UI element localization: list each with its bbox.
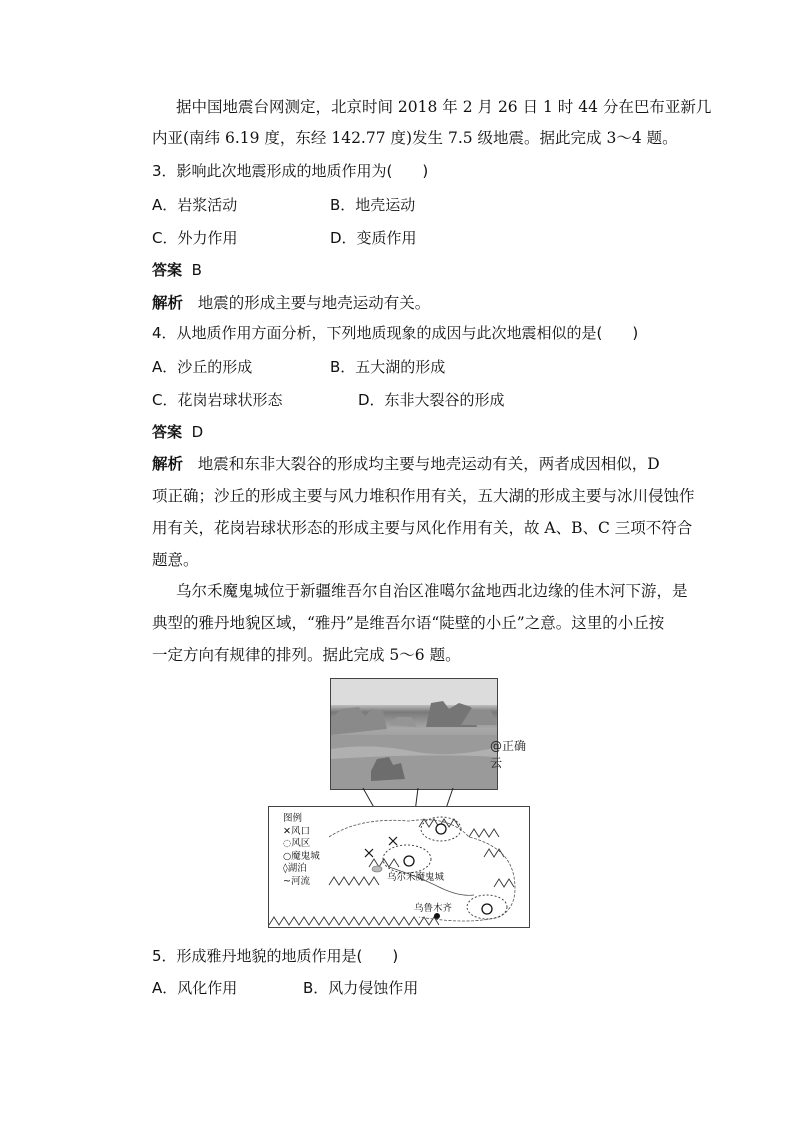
q3-analysis-text: 地震的形成主要与地壳运动有关。 (197, 294, 431, 312)
passage1-line1: 据中国地震台网测定，北京时间 2018 年 2 月 26 日 1 时 44 分在巴布亚新几 (176, 98, 712, 116)
devil-city-icon: ○ (283, 850, 292, 862)
q4-analysis-line3: 用有关，花岗岩球状形态的形成主要与风化作用有关，故 A、B、C 三项不符合 (152, 519, 693, 537)
map-panel (268, 806, 530, 928)
q4-option-a: A．沙丘的形成 (152, 358, 253, 376)
q4-answer-value: D (191, 423, 204, 441)
yardang-figure (268, 678, 528, 928)
passage1-line2: 内亚(南纬 6.19 度，东经 142.77 度)发生 7.5 级地震。据此完成 3～4 题。 (152, 129, 678, 147)
q3-answer-value: B (191, 261, 202, 279)
legend-title: 图例 (283, 813, 303, 824)
legend-item-devil-city: ○魔鬼城 (283, 850, 320, 862)
map-legend (283, 813, 320, 888)
q4-analysis-line1 (152, 454, 660, 474)
q4-answer-row (152, 422, 203, 442)
q3-answer-label: 答案 (152, 261, 183, 279)
q4-analysis-line4: 题意。 (152, 551, 199, 569)
label-urumqi: 乌鲁木齐 (414, 903, 453, 914)
label-devil-city: 乌尔禾魔鬼城 (387, 872, 445, 883)
river-icon: ~ (283, 875, 291, 887)
passage2-line3: 一定方向有规律的排列。据此完成 5～6 题。 (152, 646, 461, 664)
q4-option-c: C．花岗岩球状形态 (152, 391, 283, 409)
q5-option-b: B．风力侵蚀作用 (303, 979, 419, 997)
q3-option-a: A．岩浆活动 (152, 196, 238, 214)
q3-option-d: D．变质作用 (330, 229, 417, 247)
q4-analysis-label: 解析 (152, 455, 184, 473)
q5-stem: 5．形成雅丹地貌的地质作用是( ) (152, 947, 399, 965)
legend-item-wind-zone: ◌风区 (283, 838, 311, 849)
q4-option-d: D．东非大裂谷的形成 (358, 391, 505, 409)
passage2-line1: 乌尔禾魔鬼城位于新疆维吾尔自治区准噶尔盆地西北边缘的佳木河下游，是 (176, 582, 688, 600)
legend-item-wind-gap: ✕风口 (283, 825, 310, 837)
q4-analysis-line2: 项正确；沙丘的形成主要与风力堆积作用有关，五大湖的形成主要与冰川侵蚀作 (152, 487, 695, 505)
wind-gap-icon: ✕ (283, 825, 291, 837)
legend-item-lake: ◊湖泊 (283, 863, 307, 874)
q4-option-b: B．五大湖的形成 (330, 358, 446, 376)
q3-analysis-row (152, 293, 430, 313)
q5-option-a: A．风化作用 (152, 979, 238, 997)
lake-icon: ◊ (283, 863, 288, 874)
q3-option-b: B．地壳运动 (330, 196, 416, 214)
q4-answer-label: 答案 (152, 423, 183, 441)
q3-option-c: C．外力作用 (152, 229, 238, 247)
passage2-line2: 典型的雅丹地貌区域，“雅丹”是维吾尔语“陡壁的小丘”之意。这里的小丘按 (152, 614, 665, 632)
legend-item-river: ~河流 (283, 875, 310, 887)
q4-analysis-text1: 地震和东非大裂谷的形成均主要与地壳运动有关，两者成因相似，D (197, 455, 660, 473)
wind-zone-icon: ◌ (283, 838, 292, 849)
q4-stem: 4．从地质作用方面分析，下列地质现象的成因与此次地震相似的是( ) (152, 324, 639, 342)
photo-watermark: @正确云 (490, 739, 527, 770)
q3-analysis-label: 解析 (152, 294, 184, 312)
q3-stem: 3．影响此次地震形成的地质作用为( ) (152, 162, 429, 180)
q3-answer-row (152, 260, 202, 280)
